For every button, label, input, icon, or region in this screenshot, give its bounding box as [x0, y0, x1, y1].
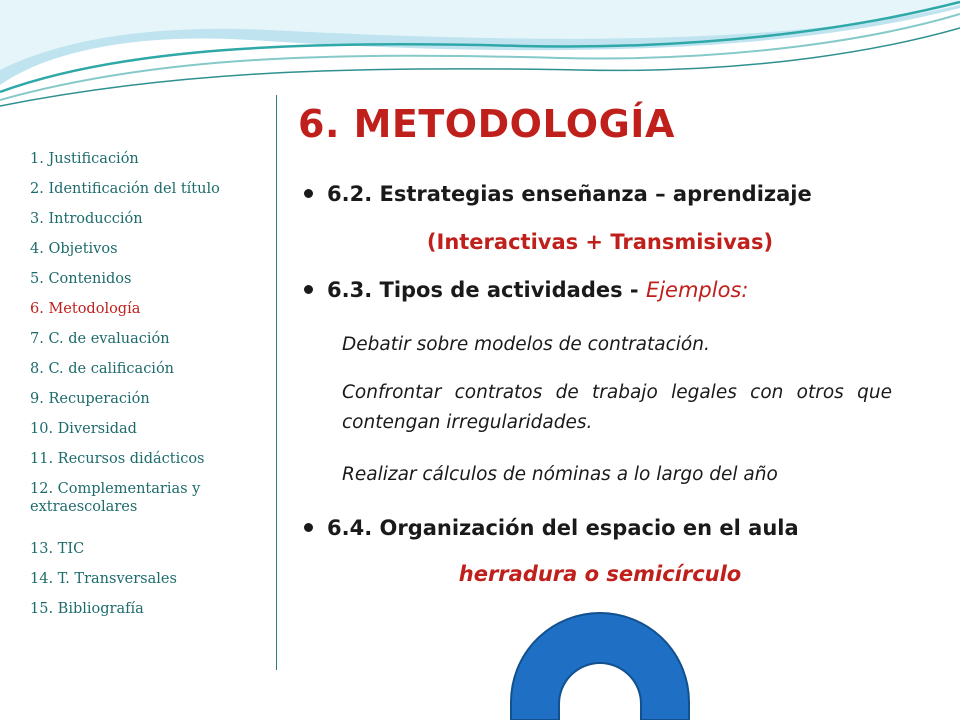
sidebar-item-4[interactable]: 4. Objetivos: [30, 241, 118, 257]
bullet-text: 6.2. Estrategias enseñanza – aprendizaje: [327, 182, 812, 206]
ejemplos-label: Ejemplos:: [645, 278, 749, 302]
sidebar-item-10[interactable]: 10. Diversidad: [30, 421, 137, 437]
horseshoe-shape-icon: [508, 606, 692, 720]
organizacion-subtitle: herradura o semicírculo: [458, 562, 742, 586]
sidebar-item-11[interactable]: 11. Recursos didácticos: [30, 451, 205, 467]
sidebar-item-14[interactable]: 14. T. Transversales: [30, 571, 177, 587]
sidebar-divider: [276, 95, 277, 670]
sidebar-item-3[interactable]: 3. Introducción: [30, 211, 143, 227]
sidebar-item-12[interactable]: 12. Complementarias y extraescolares: [30, 481, 201, 515]
slide-title: 6. METODOLOGÍA: [298, 102, 675, 146]
example-2: Confrontar contratos de trabajo legales con otros que contengan irregularidades.: [342, 382, 892, 433]
bullet-dot-icon: [304, 189, 313, 198]
sidebar-item-1[interactable]: 1. Justificación: [30, 151, 139, 167]
decorative-waves: [0, 0, 960, 110]
sidebar-item-5[interactable]: 5. Contenidos: [30, 271, 132, 287]
sidebar-item-2[interactable]: 2. Identificación del título: [30, 181, 220, 197]
bullet-dot-icon: [304, 285, 313, 294]
sidebar-item-8[interactable]: 8. C. de calificación: [30, 361, 175, 377]
bullet-text: 6.4. Organización del espacio en el aula: [327, 516, 799, 540]
sidebar-item-13[interactable]: 13. TIC: [30, 541, 85, 557]
bullet-estrategias: [304, 182, 904, 206]
sidebar-item-9[interactable]: 9. Recuperación: [30, 391, 150, 407]
example-1: Debatir sobre modelos de contratación.: [342, 334, 710, 355]
estrategias-subtitle: (Interactivas + Transmisivas): [426, 230, 774, 254]
sidebar-item-7[interactable]: 7. C. de evaluación: [30, 331, 170, 347]
bullet-text: 6.3. Tipos de actividades -: [327, 278, 646, 302]
sidebar-item-15[interactable]: 15. Bibliografía: [30, 601, 144, 617]
bullet-organizacion: [304, 516, 904, 540]
sidebar-item-6[interactable]: 6. Metodología: [30, 301, 141, 317]
example-3: Realizar cálculos de nóminas a lo largo del año: [342, 464, 778, 485]
bullet-actividades: [304, 278, 904, 302]
bullet-dot-icon: [304, 523, 313, 532]
